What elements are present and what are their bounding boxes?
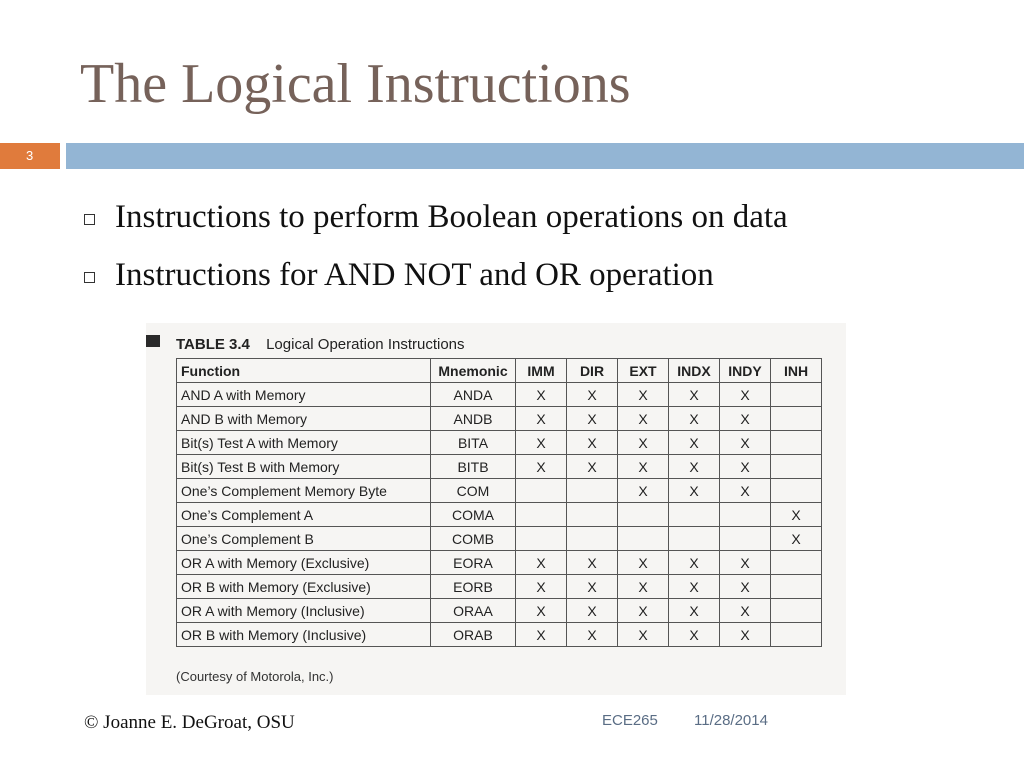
logical-operations-table [176,358,822,647]
footer-date: 11/28/2014 [694,712,768,729]
addressing-mode-cell [771,407,822,431]
column-header: Function [177,359,431,383]
footer-course: ECE265 [602,712,658,729]
mnemonic-cell: COM [431,479,516,503]
bullet-text: Instructions to perform Boolean operations on data [115,198,788,235]
table-row [177,479,822,503]
table-body [177,383,822,647]
table-row [177,599,822,623]
addressing-mode-cell: X [618,575,669,599]
function-cell: OR B with Memory (Exclusive) [177,575,431,599]
addressing-mode-cell: X [669,551,720,575]
function-cell: AND A with Memory [177,383,431,407]
addressing-mode-cell: X [720,407,771,431]
addressing-mode-cell: X [771,527,822,551]
addressing-mode-cell [567,479,618,503]
addressing-mode-cell: X [720,479,771,503]
addressing-mode-cell: X [516,431,567,455]
addressing-mode-cell: X [771,503,822,527]
function-cell: AND B with Memory [177,407,431,431]
function-cell: OR B with Memory (Inclusive) [177,623,431,647]
table-row [177,551,822,575]
addressing-mode-cell: X [516,407,567,431]
addressing-mode-cell: X [720,575,771,599]
addressing-mode-cell: X [516,455,567,479]
addressing-mode-cell: X [669,599,720,623]
addressing-mode-cell: X [567,455,618,479]
addressing-mode-cell: X [618,431,669,455]
table-source: (Courtesy of Motorola, Inc.) [176,669,334,684]
mnemonic-cell: BITB [431,455,516,479]
addressing-mode-cell: X [618,551,669,575]
addressing-mode-cell [771,455,822,479]
function-cell: Bit(s) Test A with Memory [177,431,431,455]
bullet-list [84,188,788,304]
table-caption-text: Logical Operation Instructions [266,336,465,353]
addressing-mode-cell [618,527,669,551]
addressing-mode-cell [669,503,720,527]
square-bullet-icon [84,214,95,225]
column-header: EXT [618,359,669,383]
addressing-mode-cell [771,431,822,455]
table-label: TABLE 3.4 [176,336,250,353]
addressing-mode-cell: X [720,431,771,455]
mnemonic-cell: COMA [431,503,516,527]
column-header: Mnemonic [431,359,516,383]
table-row [177,575,822,599]
header-bar [66,143,1024,169]
addressing-mode-cell: X [567,407,618,431]
addressing-mode-cell: X [567,599,618,623]
column-header: INH [771,359,822,383]
addressing-mode-cell [720,503,771,527]
slide-title: The Logical Instructions [80,53,631,115]
table-row [177,431,822,455]
bullet-item [84,246,788,304]
addressing-mode-cell: X [567,551,618,575]
table-row [177,455,822,479]
addressing-mode-cell: X [567,623,618,647]
addressing-mode-cell: X [516,383,567,407]
column-header: INDY [720,359,771,383]
addressing-mode-cell [771,599,822,623]
addressing-mode-cell: X [618,455,669,479]
addressing-mode-cell: X [567,431,618,455]
bullet-text: Instructions for AND NOT and OR operation [115,256,714,293]
addressing-mode-cell: X [720,455,771,479]
addressing-mode-cell: X [618,407,669,431]
addressing-mode-cell: X [720,383,771,407]
square-bullet-icon [84,272,95,283]
mnemonic-cell: ANDA [431,383,516,407]
addressing-mode-cell: X [516,599,567,623]
mnemonic-cell: ORAA [431,599,516,623]
addressing-mode-cell [516,479,567,503]
addressing-mode-cell [567,503,618,527]
addressing-mode-cell: X [516,623,567,647]
function-cell: One’s Complement B [177,527,431,551]
scan-marker [146,335,160,347]
addressing-mode-cell [720,527,771,551]
addressing-mode-cell: X [669,431,720,455]
addressing-mode-cell: X [618,623,669,647]
addressing-mode-cell [516,527,567,551]
addressing-mode-cell [771,575,822,599]
addressing-mode-cell: X [720,623,771,647]
slide-number: 3 [0,143,60,169]
footer-copyright: © Joanne E. DeGroat, OSU [84,712,295,733]
function-cell: OR A with Memory (Exclusive) [177,551,431,575]
addressing-mode-cell: X [669,623,720,647]
addressing-mode-cell: X [618,479,669,503]
addressing-mode-cell [771,383,822,407]
addressing-mode-cell [618,503,669,527]
mnemonic-cell: EORB [431,575,516,599]
addressing-mode-cell [771,551,822,575]
addressing-mode-cell [516,503,567,527]
column-header: IMM [516,359,567,383]
table-row [177,407,822,431]
addressing-mode-cell: X [720,551,771,575]
addressing-mode-cell [669,527,720,551]
table-row [177,527,822,551]
addressing-mode-cell: X [669,455,720,479]
mnemonic-cell: ORAB [431,623,516,647]
addressing-mode-cell: X [720,599,771,623]
addressing-mode-cell [771,479,822,503]
addressing-mode-cell: X [669,479,720,503]
table-row [177,503,822,527]
column-header: INDX [669,359,720,383]
mnemonic-cell: EORA [431,551,516,575]
function-cell: OR A with Memory (Inclusive) [177,599,431,623]
mnemonic-cell: BITA [431,431,516,455]
addressing-mode-cell: X [516,551,567,575]
mnemonic-cell: COMB [431,527,516,551]
addressing-mode-cell [771,623,822,647]
addressing-mode-cell [567,527,618,551]
addressing-mode-cell: X [669,383,720,407]
table-row [177,383,822,407]
table-header-row [177,359,822,383]
addressing-mode-cell: X [618,383,669,407]
addressing-mode-cell: X [516,575,567,599]
function-cell: One’s Complement Memory Byte [177,479,431,503]
table-caption [176,336,465,353]
bullet-item [84,188,788,246]
addressing-mode-cell: X [669,407,720,431]
mnemonic-cell: ANDB [431,407,516,431]
addressing-mode-cell: X [618,599,669,623]
addressing-mode-cell: X [669,575,720,599]
function-cell: Bit(s) Test B with Memory [177,455,431,479]
column-header: DIR [567,359,618,383]
addressing-mode-cell: X [567,575,618,599]
addressing-mode-cell: X [567,383,618,407]
table-row [177,623,822,647]
function-cell: One’s Complement A [177,503,431,527]
